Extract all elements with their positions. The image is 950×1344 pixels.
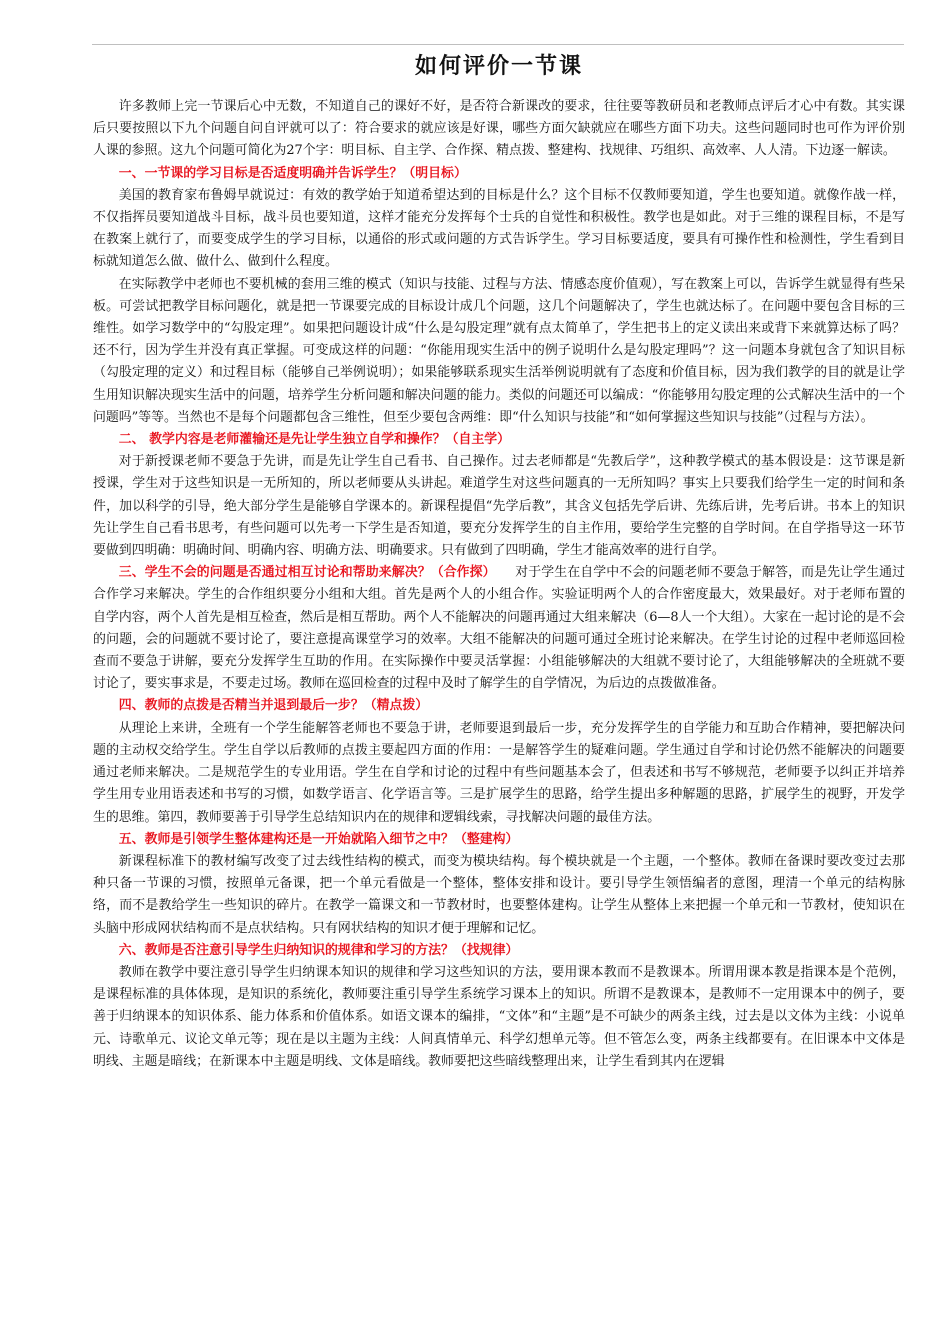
section-1-paragraph-1: 美国的教育家布鲁姆早就说过：有效的教学始于知道希望达到的目标是什么？这个目标不仅教师要知道，学生也要知道。就像作战一样，不仅指挥员要知道战斗目标，战斗员也要知道，这样才能充分发挥每个士兵的自觉性和积极性。教学也是如此。对于三维的课程目标，不是写在教案上就行了，而要变成学生的学习目标，以通俗的形式或问题的方式告诉学生。学习目标要适度，要具有可操作性和检测性，学生看到目标就知道怎么做、做什么、做到什么程度。 [93, 187, 905, 270]
section-2-paragraph-1: 对于新授课老师不要急于先讲，而是先让学生自己看书、自己操作。过去老师都是“先教后学”，这种教学模式的基本假设是：这节课是新授课，学生对于这些知识是一无所知的，所以老师要从头讲起。难道学生对这些问题真的一无所知吗？事实上只要我们给学生一定的时间和条件，加以科学的引导，绝大部分学生是能够自学课本的。新课程提倡“先学后教”，其含义包括先学后讲、先练后讲，先考后讲。书本上的知识先让学生自己看书思考，有些问题可以先考一下学生是否知道，要充分发挥学生的自主作用，要给学生完整的自学时间。在自学指导这一环节要做到四明确：明确时间、明确内容、明确方法、明确要求。只有做到了四明确，学生才能高效率的进行自学。 [93, 454, 905, 559]
section-6-paragraph-1: 教师在教学中要注意引导学生归纳课本知识的规律和学习这些知识的方法，要用课本教而不是教课本。所谓用课本教是指课本是个范例，是课程标准的具体体现，是知识的系统化，教师要注重引导学生系统学习课本上的知识。所谓不是教课本，是教师不一定用课本中的例子，要善于归纳课本的知识体系、能力体系和价值体系。如语文课本的编排，“文体”和“主题”是不可缺少的两条主线，过去是以文体为主线：小说单元、诗歌单元、议论文单元等；现在是以主题为主线：人间真情单元、科学幻想单元等。但不管怎么变，两条主线都要有。在旧课本中文体是明线、主题是暗线；在新课本中主题是明线、文体是暗线。教师要把这些暗线整理出来，让学生看到其内在逻辑 [93, 964, 905, 1069]
section-4-heading: 四、教师的点拨是否精当并退到最后一步？（精点拨） [118, 698, 429, 714]
intro-paragraph: 许多教师上完一节课后心中无数，不知道自己的课好不好，是否符合新课改的要求，往往要等教研员和老教师点评后才心中有数。其实课后只要按照以下九个问题自问自评就可以了：符合要求的就应该是好课，哪些方面欠缺就应在哪些方面下功夫。这些问题同时也可作为评价别人课的参照。这九个问题可简化为27个字：明目标、自主学、合作探、精点拨、整建构、找规律、巧组织、高效率、人人清。下边逐一解读。 [93, 99, 905, 159]
section-5-heading: 五、教师是引领学生整体建构还是一开始就陷入细节之中？（整建构） [118, 831, 519, 847]
section-2-heading: 二、 教学内容是老师灌输还是先让学生独立自学和操作？（自主学） [118, 432, 511, 448]
section-1-paragraph-2: 在实际教学中老师也不要机械的套用三维的模式（知识与技能、过程与方法、情感态度价值观），写在教案上可以，告诉学生就显得有些呆板。可尝试把教学目标问题化，就是把一节课要完成的目标设计成几个问题，这几个问题解决了，学生也就达标了。在问题中要包含目标的三维性。如学习数学中的“勾股定理”。如果把问题设计成“什么是勾股定理”就有点太简单了，学生把书上的定义读出来或背下来就算达标了吗？还不行，因为学生并没有真正掌握。可变成这样的问题：“你能用现实生活中的例子说明什么是勾股定理吗”？这一问题本身就包含了知识目标（勾股定理的定义）和过程目标（能够自己举例说明）；如果能够联系现实生活举例说明就有了态度和价值目标，因为我们教学的目的就是让学生用知识解决现实生活中的问题，培养学生分析问题和解决问题的能力。类似的问题还可以编成：“你能够用勾股定理的公式解决生活中的一个问题吗”等等。当然也不是每个问题都包含三维性，但至少要包含两维：即“什么知识与技能”和“如何掌握这些知识与技能”（过程与方法）。 [93, 276, 905, 425]
section-3-heading: 三、学生不会的问题是否通过相互讨论和帮助来解决？（合作探） [118, 565, 490, 581]
section-3-paragraph [93, 562, 905, 695]
header-rule [92, 44, 904, 45]
section-3-text: 对于学生在自学中不会的问题老师不要急于解答，而是先让学生通过合作学习来解决。学生的合作组织要分小组和大组。首先是两个人的小组合作。实验证明两个人的合作密度最大，效果最好。对于老师布置的自学内容，两个人首先是相互检查，然后是相互帮助。两个人不能解决的问题再通过大组来解决（6—8人一个大组）。大家在一起讨论的是不会的问题，会的问题就不要讨论了，要注意提高课堂学习的效率。大组不能解决的问题可通过全班讨论来解决。在学生讨论的过程中老师巡回检查而不要急于讲解，要充分发挥学生互助的作用。在实际操作中要灵活掌握：小组能够解决的大组就不要讨论了，大组能够解决的全班就不要讨论了，要实事求是，不要走过场。教师在巡回检查的过程中及时了解学生的自学情况，为后边的点拨做准备。 [93, 565, 906, 692]
document-body [93, 52, 905, 1073]
section-6-heading: 六、教师是否注意引导学生归纳知识的规律和学习的方法？（找规律） [118, 942, 519, 958]
page-title: 如何评价一节课 [414, 53, 583, 79]
section-5-paragraph-1: 新课程标准下的教材编写改变了过去线性结构的模式，而变为模块结构。每个模块就是一个主题，一个整体。教师在备课时要改变过去那种只备一节课的习惯，按照单元备课，把一个单元看做是一个整体，整体安排和设计。要引导学生领悟编者的意图，理清一个单元的结构脉络，而不是教给学生一些知识的碎片。在教学一篇课文和一节教材时，也要整体建构。让学生从整体上来把握一个单元和一节教材，使知识在头脑中形成网状结构而不是点状结构。只有网状结构的知识才便于理解和记忆。 [93, 853, 905, 936]
section-4-paragraph-1: 从理论上来讲，全班有一个学生能解答老师也不要急于讲，老师要退到最后一步，充分发挥学生的自学能力和互助合作精神，要把解决问题的主动权交给学生。学生自学以后教师的点拨主要起四方面的作用：一是解答学生的疑难问题。学生通过自学和讨论仍然不能解决的问题要通过老师来解决。二是规范学生的专业用语。学生在自学和讨论的过程中有些问题基本会了，但表述和书写不够规范，老师要予以纠正并培养学生用专业用语表述和书写的习惯，如数学语言、化学语言等。三是扩展学生的思路，给学生提出多种解题的思路，扩展学生的视野，开发学生的思维。第四，教师要善于引导学生总结知识内在的规律和逻辑线索，寻找解决问题的最佳方法。 [93, 720, 905, 825]
section-1-heading: 一、一节课的学习目标是否适度明确并告诉学生？（明目标） [118, 165, 467, 181]
